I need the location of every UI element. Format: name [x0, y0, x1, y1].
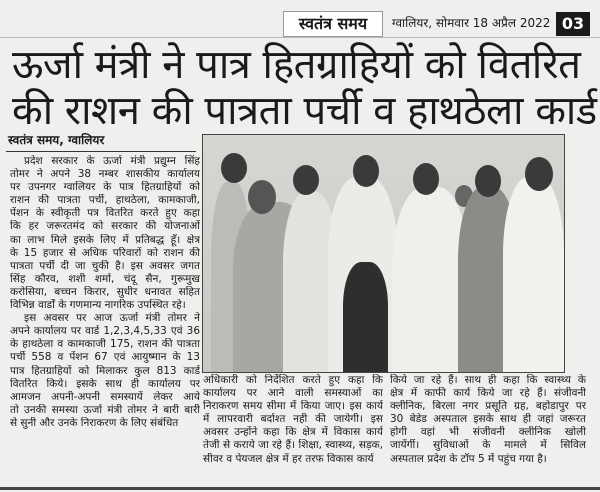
text-line: तोमर ने अपने 38 नम्बर शासकीय कार्यालय — [10, 168, 200, 181]
text-line: पर्ची 558 व पेंशन 67 एवं आयुष्मान के 13 — [10, 351, 200, 364]
text-line: कार्यालय पर आने वाली समस्याओं का — [203, 387, 383, 400]
text-line: क्लीनिक, बिरला नगर प्रसूति ग्रह, बहोडापुर पर — [390, 400, 586, 413]
headline-line-1: ऊर्जा मंत्री ने पात्र हितग्राहियों को वितरित — [12, 42, 581, 88]
text-line: प्रदेश सरकार के ऊर्जा मंत्री प्रद्युम्न सिंह — [24, 155, 200, 167]
text-line: अस्पताल प्रदेश के टॉप 5 में पहुंच गया है। — [390, 452, 547, 465]
news-photo — [202, 134, 565, 373]
headline-line-2: की राशन की पात्रता पर्ची व हाथठेला कार्ड — [12, 88, 597, 134]
text-line: क्षेत्र में काफी कार्य किये जा रहे हैं। संजीवनी — [390, 387, 586, 400]
text-line: के 15 हजार से अधिक परिवारों को राशन की — [10, 246, 200, 259]
text-line: पात्रता पर्ची दी जा चुकी है। इस अवसर जगत — [10, 259, 200, 272]
byline: स्वतंत्र समय, ग्वालियर — [8, 133, 105, 147]
text-line: तेजी से कराये जा रहे हैं। शिक्षा, स्वास्थ्य, सड़क, — [203, 439, 383, 452]
dateline: ग्वालियर, सोमवार 18 अप्रैल 2022 — [392, 16, 551, 30]
text-line: निराकरण समय सीमा में किया जाए। इस कार्य — [203, 400, 383, 413]
page-number: 03 — [556, 12, 590, 36]
text-line: अवसर उन्होंने कहा कि क्षेत्र में विकास कार्य — [203, 426, 383, 439]
column-right — [390, 374, 586, 466]
text-line: वितरित किये। इसके साथ ही कार्यालय पर — [10, 377, 200, 390]
text-line: में लापरवारी बर्दाश्त नही की जायेगी। इस — [203, 413, 383, 426]
text-line: सीवर व पेयजल क्षेत्र में हर तरफ विकास कार्य — [203, 452, 374, 465]
text-line: के हाथठेला व कामकाजी 175, राशन की पात्रता — [10, 338, 200, 351]
text-line: इस अवसर पर आज ऊर्जा मंत्री तोमर ने — [24, 312, 200, 325]
text-line: राशन की पात्रता पर्ची, हाथठेला, कामकाजी, — [10, 194, 200, 207]
text-line: 30 बेडेड अस्पताल इसके साथ ही जहां जरूरत — [390, 413, 586, 426]
text-line: अधिकारी को निर्देशित करते हुए कहा कि — [203, 374, 383, 386]
text-line: होगी वहां भी संजीवनी क्लीनिक खोली — [390, 426, 586, 439]
text-line: तो उनकी समस्या ऊर्जा मंत्री तोमर ने बारी बारी — [10, 403, 200, 416]
text-line: पर उपनगर ग्वालियर के पात्र हितग्राहियों को — [10, 181, 200, 194]
text-line: किये जा रहे हैं। साथ ही कहा कि स्वास्थ्य के — [390, 374, 586, 386]
text-line: आमजन अपनी-अपनी समस्यायें लेकर आये — [10, 390, 200, 403]
masthead: स्वतंत्र समय — [283, 11, 383, 37]
text-line: विभिन्न वार्डों के गणमान्य नागरिक उपस्थित रहे। — [10, 299, 186, 312]
header-divider — [0, 37, 600, 38]
text-line: कि हर जरूरतमंद को सरकार की योजनाओं — [10, 220, 200, 233]
column-middle — [203, 374, 383, 466]
text-line: का लाभ मिले इसके लिए में प्रतिबद्ध हूँ। क्षेत्र — [10, 233, 200, 246]
text-line: पेंशन के स्वीकृती पत्र वितरित करते हुए कहा — [10, 207, 200, 220]
text-line: जायेंगीं। सुविधाओं के मामले में सिविल — [390, 439, 586, 452]
column-left — [10, 155, 200, 430]
text-line: सिंह कौरव, शशी शर्मा, चंदू सैन, गुरूमुख — [10, 272, 200, 285]
text-line: अपने कार्यालय पर वार्ड 1,2,3,4,5,33 एवं 36 — [10, 325, 200, 338]
text-line: करोसिया, बच्चन किरार, सुधीर धनावत सहित — [10, 285, 200, 298]
text-line: पात्र हितग्राहियों को मिलाकर कुल 813 कार्ड — [10, 364, 200, 377]
bottom-border — [0, 487, 600, 490]
text-line: से सुनी और उनके निराकरण के लिए संबंधित — [10, 416, 179, 429]
byline-rule — [6, 151, 196, 152]
